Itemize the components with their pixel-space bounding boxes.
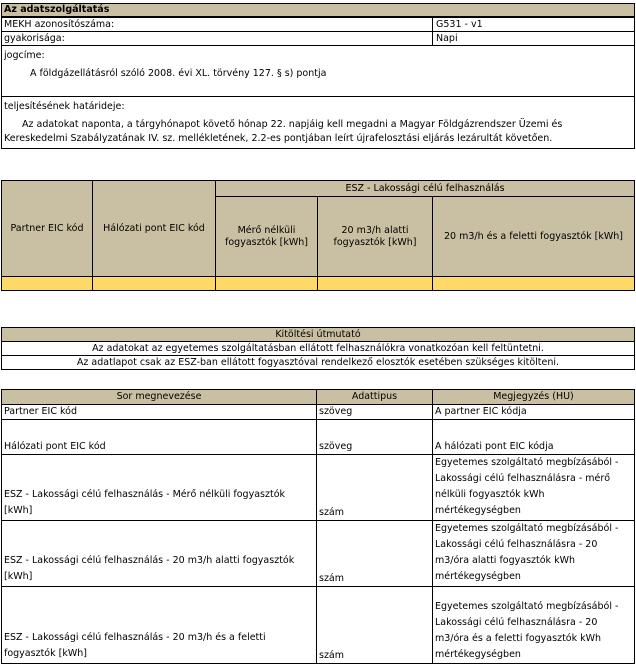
mekh-id-value-cell xyxy=(432,17,635,32)
table-row-5-note xyxy=(432,586,635,664)
table-row-1-note xyxy=(432,404,635,420)
th-note xyxy=(432,389,635,405)
group-header-esz-label: ESZ - Lakossági célú felhasználás xyxy=(345,182,505,194)
input-no-meter[interactable] xyxy=(215,276,318,291)
row-1-type-text: szöveg xyxy=(319,406,353,417)
section1-title-bar xyxy=(1,3,635,17)
row-5-note-line2: Lakossági célú felhasználásra - 20 xyxy=(435,617,598,628)
table-row-2-note xyxy=(432,419,635,455)
frequency-value-cell xyxy=(432,31,635,46)
table-row-5-name xyxy=(1,586,317,664)
row-5-note-line3: m3/óra és a feletti fogyasztók kWh xyxy=(435,633,602,644)
row-2-note-text: A hálózati pont EIC kódja xyxy=(435,441,554,452)
col-no-meter-line1: Mérő nélküli xyxy=(237,224,296,236)
row-3-name-line1: ESZ - Lakossági célú felhasználás - Mérő nélküli fogyasztók xyxy=(4,489,286,500)
guide-title: Kitöltési útmutató xyxy=(275,328,361,340)
row-4-note-line4: mértékegységben xyxy=(435,571,521,582)
row-4-name-line1: ESZ - Lakossági célú felhasználás - 20 m3/h alatti fogyasztók xyxy=(4,555,295,566)
frequency-value: Napi xyxy=(436,33,458,44)
table-row-1-name xyxy=(1,404,317,420)
table-row-2-type xyxy=(316,419,433,455)
section1-title: Az adatszolgáltatás xyxy=(4,4,110,15)
table-row-3-note xyxy=(432,454,635,521)
legal-basis-label: jogcíme: xyxy=(4,50,45,61)
input-under-20[interactable] xyxy=(317,276,433,291)
row-3-type-text: szám xyxy=(319,507,345,518)
row-2-type-text: szöveg xyxy=(319,441,353,452)
row-5-name-line2: fogyasztók [kWh] xyxy=(4,648,87,659)
table-row-3-type xyxy=(316,454,433,521)
th-data-type-label: Adattipus xyxy=(351,391,398,402)
col-20-and-above xyxy=(432,196,635,277)
col-under-20-line1: 20 m3/h alatti xyxy=(341,224,409,236)
table-row-4-note xyxy=(432,520,635,587)
frequency-label: gyakorisága: xyxy=(4,33,65,44)
row-1-note-text: A partner EIC kódja xyxy=(435,406,527,417)
row-2-name-text: Hálózati pont EIC kód xyxy=(4,441,106,452)
row-1-name-text: Partner EIC kód xyxy=(4,406,78,417)
col-under-20-line2: fogyasztók [kWh] xyxy=(333,236,417,248)
mekh-id-label: MEKH azonosítószáma: xyxy=(4,19,115,30)
deadline-text-line1: Az adatokat naponta, a tárgyhónapot követő hónap 22. napjáig kell megadni a Magyar Földgázrendszer Üzemi és xyxy=(22,119,563,130)
input-partner-eic[interactable] xyxy=(1,276,93,291)
row-4-name-line2: [kWh] xyxy=(4,571,33,582)
col-no-meter xyxy=(215,196,318,277)
th-data-type xyxy=(316,389,433,405)
table-row-4-type xyxy=(316,520,433,587)
guide-line1-cell xyxy=(1,341,635,356)
group-header-esz xyxy=(215,180,635,197)
row-4-note-line2: Lakossági célú felhasználásra - 20 xyxy=(435,539,598,550)
guide-line2: Az adatlapot csak az ESZ-ban ellátott fogyasztóval rendelkező elosztók esetében szükséges kitölteni. xyxy=(76,356,560,368)
legal-basis-text: A földgázellátásról szóló 2008. évi XL. törvény 127. § s) pontja xyxy=(30,68,327,79)
deadline-label: teljesítésének határideje: xyxy=(4,101,125,112)
table-row-1-type xyxy=(316,404,433,420)
legal-basis-cell xyxy=(1,45,635,97)
deadline-cell xyxy=(1,96,635,149)
col-under-20 xyxy=(317,196,433,277)
row-4-type-text: szám xyxy=(319,573,345,584)
row-3-note-line2: Lakossági célú felhasználásra - mérő xyxy=(435,473,611,484)
row-5-name-line1: ESZ - Lakossági célú felhasználás - 20 m3/h és a feletti xyxy=(4,632,266,643)
guide-line1: Az adatokat az egyetemes szolgáltatásban ellátott felhasználókra vonatkozóan kell feltüntetni. xyxy=(92,342,544,354)
input-20-and-above[interactable] xyxy=(432,276,635,291)
col-network-point-eic-label: Hálózati pont EIC kód xyxy=(103,222,205,234)
guide-line2-cell xyxy=(1,355,635,370)
deadline-text-line2: Kereskedelmi Szabályzatának IV. sz. mellékletének, 2.2-es pontjában leírt újrafelosztási eljárás lezárultát követően. xyxy=(4,133,553,144)
row-5-note-line1: Egyetemes szolgáltató megbízásából - xyxy=(435,601,619,612)
table-row-4-name xyxy=(1,520,317,587)
frequency-label-cell xyxy=(1,31,433,46)
row-3-note-line3: nélküli fogyasztók kWh xyxy=(435,489,545,500)
row-3-note-line4: mértékegységben xyxy=(435,505,521,516)
table-row-3-name xyxy=(1,454,317,521)
mekh-id-label-cell xyxy=(1,17,433,32)
col-20-and-above-label: 20 m3/h és a feletti fogyasztók [kWh] xyxy=(443,230,624,242)
th-row-name-label: Sor megnevezése xyxy=(116,391,202,402)
table-row-5-type xyxy=(316,586,433,664)
row-5-note-line4: mértékegységben xyxy=(435,649,521,660)
mekh-id-value: G531 - v1 xyxy=(436,19,483,30)
row-4-note-line3: m3/óra alatti fogyasztók kWh xyxy=(435,555,575,566)
row-3-name-line2: [kWh] xyxy=(4,505,33,516)
row-5-type-text: szám xyxy=(319,650,345,661)
col-partner-eic-label: Partner EIC kód xyxy=(10,222,84,234)
input-network-point-eic[interactable] xyxy=(92,276,216,291)
th-note-label: Megjegyzés (HU) xyxy=(493,391,574,402)
row-3-note-line1: Egyetemes szolgáltató megbízásából - xyxy=(435,457,619,468)
table-row-2-name xyxy=(1,419,317,455)
col-no-meter-line2: fogyasztók [kWh] xyxy=(225,236,308,248)
col-partner-eic xyxy=(1,180,93,277)
guide-title-bar xyxy=(1,327,635,342)
col-network-point-eic xyxy=(92,180,216,277)
row-4-note-line1: Egyetemes szolgáltató megbízásából - xyxy=(435,523,619,534)
th-row-name xyxy=(1,389,317,405)
